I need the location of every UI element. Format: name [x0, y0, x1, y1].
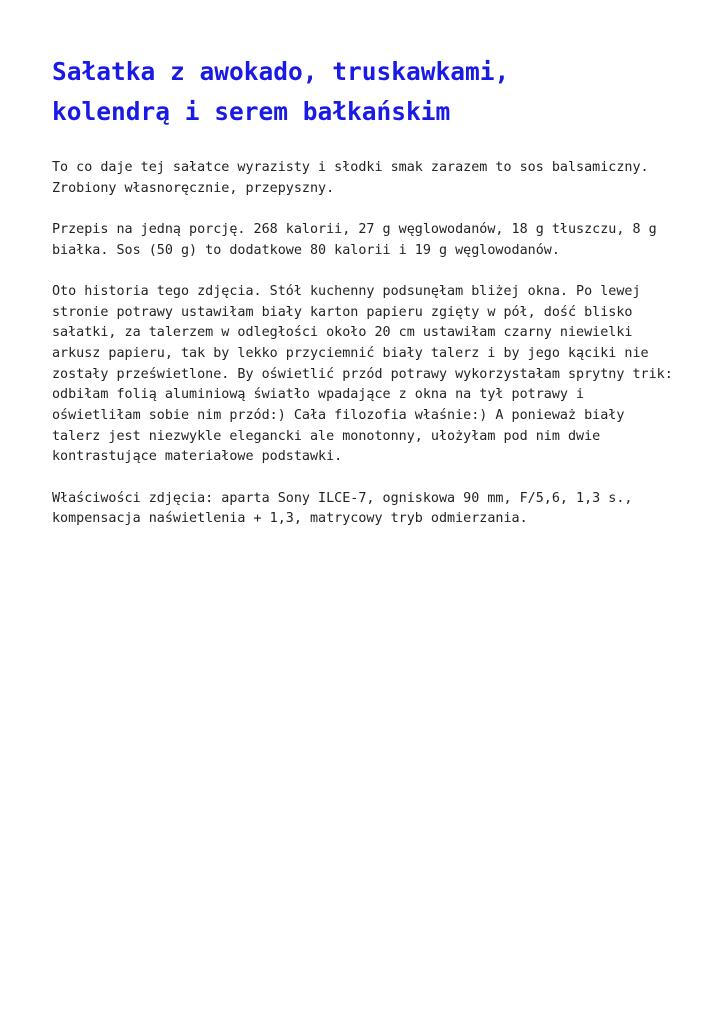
article — [52, 52, 682, 530]
article-paragraph-photo-settings: Właściwości zdjęcia: aparta Sony ILCE-7, ogniskowa 90 mm, F/5,6, 1,3 s., kompensacja naświetlenia + 1,3, matrycowy tryb odmierzania. — [52, 490, 633, 527]
article-paragraph-nutrition: Przepis na jedną porcję. 268 kalorii, 27 g węglowodanów, 18 g tłuszczu, 8 g białka. Sos (50 g) to dodatkowe 80 kalorii i 19 g węglowodanów. — [52, 221, 657, 258]
article-title: Sałatka z awokado, truskawkami, kolendrą i serem bałkańskim — [52, 57, 510, 126]
article-paragraph-intro: To co daje tej sałatce wyrazisty i słodki smak zarazem to sos balsamiczny. Zrobiony własnoręcznie, przepyszny. — [52, 160, 649, 196]
article-paragraph-photo-story: Oto historia tego zdjęcia. Stół kuchenny podsunęłam bliżej okna. Po lewej stronie potrawy ustawiłam biały karton papieru zgięty w pół, dość blisko sałatki, za talerzem w odległości około 20 cm ustawiłam czarny niewielki arkusz papieru, tak by lekko przyciemnić biały talerz i by jego kąciki nie zostały prześwietlone. By oświetlić przód potrawy wykorzystałam sprytny trik: odbiłam folią aluminiową światło wpadające z okna na tył potrawy i oświetliłam sobie nim przód:) Cała filozofia właśnie:) A ponieważ biały talerz jest niezwykle elegancki ale monotonny, ułożyłam pod nim dwie kontrastujące materiałowe podstawki. — [52, 283, 673, 465]
